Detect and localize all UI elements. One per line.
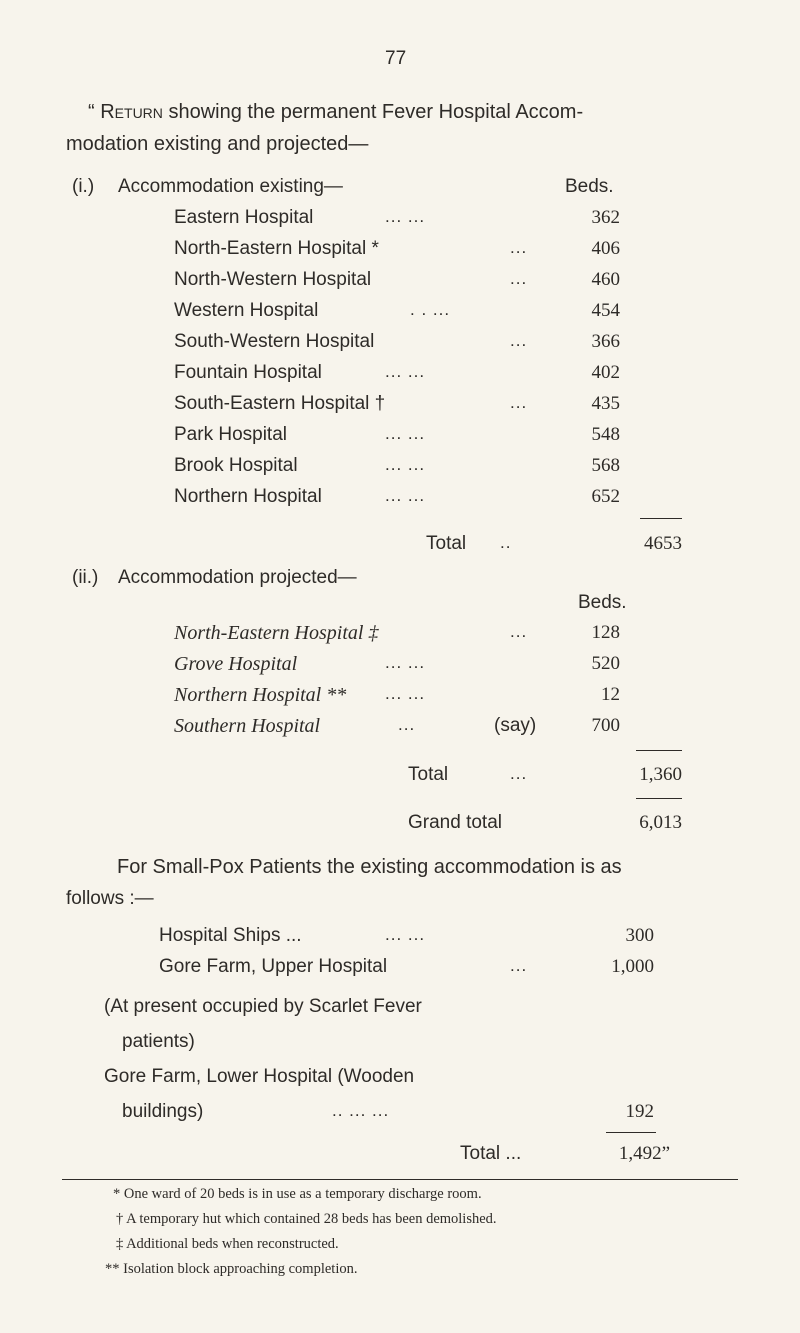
projected-label: (ii.): [72, 567, 99, 588]
list-item-beds: 652: [591, 486, 620, 507]
list-item-beds: 548: [591, 424, 620, 445]
smallpox-lower-line-1: Gore Farm, Lower Hospital (Wooden: [104, 1066, 415, 1087]
intro-line-1-rest: showing the permanent Fever Hospital Accom-: [168, 101, 584, 123]
grand-total-label: Grand total: [408, 812, 502, 833]
page-number: 77: [385, 48, 407, 69]
footnote-mark: **: [105, 1261, 120, 1277]
leader-dots: ... ...: [385, 653, 426, 672]
list-item-name: Southern Hospital: [174, 715, 321, 737]
footnote-text: A temporary hut which contained 28 beds has been demolished.: [126, 1211, 497, 1227]
list-item-name: Park Hospital: [174, 424, 287, 445]
intro-line-1: [88, 101, 583, 124]
leader-dots: ... ...: [385, 207, 426, 226]
list-item-name: Western Hospital: [174, 300, 319, 321]
existing-heading: Accommodation existing—: [118, 176, 343, 197]
list-item-name: Hospital Ships ...: [159, 925, 302, 946]
leader-dots: ...: [510, 764, 528, 783]
projected-total-value: 1,360: [639, 764, 682, 785]
list-item-beds: 460: [591, 269, 620, 290]
list-item-name: North-Western Hospital: [174, 269, 372, 290]
existing-beds-header: Beds.: [565, 176, 614, 197]
smallpox-line-1: For Small-Pox Patients the existing accommodation is as: [117, 856, 622, 878]
footnote-text: Isolation block approaching completion.: [123, 1261, 358, 1277]
list-item-beds: 128: [591, 622, 620, 643]
list-item-beds: 520: [591, 653, 620, 674]
footnote: [113, 1186, 482, 1203]
smallpox-lower-line-2: buildings): [122, 1101, 204, 1122]
leader-dots: ... ...: [385, 362, 426, 381]
smallpox-value: 1,000: [611, 956, 654, 977]
leader-dots: ...: [510, 622, 528, 641]
open-quote: “: [88, 101, 95, 123]
list-item-beds: 700: [591, 715, 620, 736]
leader-dots: ...: [510, 393, 528, 412]
leader-dots: ... ...: [385, 684, 426, 703]
intro-line-2: modation existing and projected—: [66, 133, 369, 155]
list-item-name: Northern Hospital **: [174, 684, 347, 706]
footnote-mark: ‡: [116, 1236, 124, 1252]
divider: [636, 750, 682, 751]
footnote-text: Additional beds when reconstructed.: [126, 1236, 339, 1252]
footnote-mark: †: [116, 1211, 124, 1227]
list-item-name: North-Eastern Hospital *: [174, 238, 379, 259]
list-item-beds: 12: [601, 684, 620, 705]
leader-dots: .. ... ...: [332, 1101, 390, 1120]
footnote: [116, 1211, 497, 1228]
existing-total-value: 4653: [644, 533, 682, 554]
projected-heading: Accommodation projected—: [118, 567, 357, 588]
leader-dots: ... ...: [385, 424, 426, 443]
list-item-name: North-Eastern Hospital ‡: [174, 622, 379, 644]
list-item-beds: 406: [591, 238, 620, 259]
list-item-beds: 366: [591, 331, 620, 352]
return-word: Return: [100, 101, 163, 123]
smallpox-line-2: follows :—: [66, 888, 154, 909]
grand-total-value: 6,013: [639, 812, 682, 833]
projected-total-label: Total: [408, 764, 449, 785]
smallpox-value: 192: [625, 1101, 654, 1122]
list-item-name: Fountain Hospital: [174, 362, 322, 383]
leader-dots: . . ...: [410, 300, 451, 319]
leader-dots: ...: [510, 269, 528, 288]
smallpox-total-value: 1,492”: [618, 1143, 670, 1164]
say-label: (say): [494, 715, 537, 736]
footnote-text: One ward of 20 beds is in use as a temporary discharge room.: [123, 1186, 482, 1202]
footnote: [105, 1261, 357, 1278]
smallpox-note-line-1: (At present occupied by Scarlet Fever: [104, 996, 422, 1017]
leader-dots: ...: [398, 715, 416, 734]
divider: [606, 1132, 656, 1133]
leader-dots: ...: [510, 238, 528, 257]
leader-dots: ...: [510, 956, 528, 975]
existing-label: (i.): [72, 176, 95, 197]
footnote: [116, 1236, 339, 1253]
list-item-name: Grove Hospital: [174, 653, 298, 675]
footnote-divider: [62, 1179, 738, 1180]
leader-dots: ...: [510, 331, 528, 350]
list-item-beds: 362: [591, 207, 620, 228]
list-item-beds: 435: [591, 393, 620, 414]
smallpox-note-line-2: patients): [122, 1031, 195, 1052]
smallpox-value: 300: [625, 925, 654, 946]
footnote-mark: *: [113, 1186, 121, 1202]
leader-dots: ..: [500, 533, 512, 552]
divider: [640, 518, 682, 519]
list-item-name: South-Western Hospital: [174, 331, 375, 352]
list-item-name: Northern Hospital: [174, 486, 322, 507]
list-item-name: South-Eastern Hospital †: [174, 393, 386, 414]
existing-total-label: Total: [426, 533, 467, 554]
list-item-name: Gore Farm, Upper Hospital: [159, 956, 388, 977]
leader-dots: ... ...: [385, 486, 426, 505]
list-item-beds: 568: [591, 455, 620, 476]
leader-dots: ... ...: [385, 455, 426, 474]
smallpox-total-label: Total ...: [460, 1143, 522, 1164]
divider: [636, 798, 682, 799]
leader-dots: ... ...: [385, 925, 426, 944]
list-item-beds: 402: [591, 362, 620, 383]
list-item-name: Eastern Hospital: [174, 207, 314, 228]
projected-beds-header: Beds.: [578, 592, 627, 613]
list-item-beds: 454: [591, 300, 620, 321]
list-item-name: Brook Hospital: [174, 455, 298, 476]
